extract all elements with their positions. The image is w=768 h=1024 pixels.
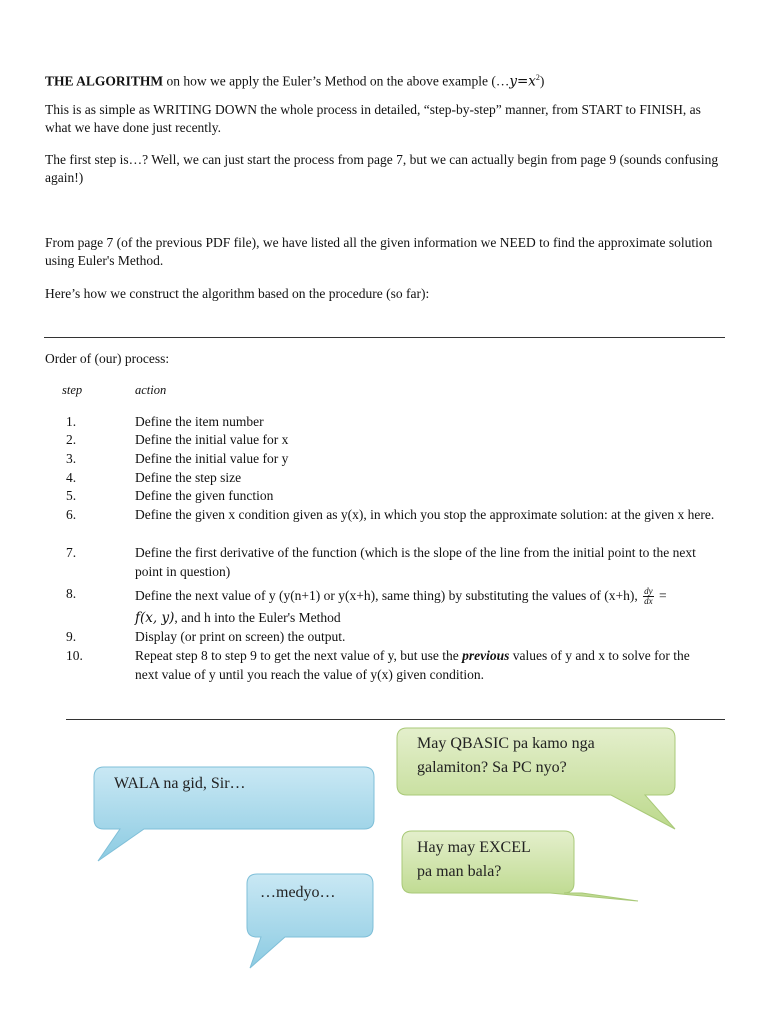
step-action: Display (or print on screen) the output. (135, 629, 346, 644)
step-action-text: Define the next value of y (y(n+1) or y(x+h), same thing) by substituting the values of (x+h), (135, 588, 642, 603)
title-bold: THE ALGORITHM (45, 73, 164, 89)
function-expression: f(x, y) (135, 610, 175, 626)
bubble-text: …medyo… (260, 884, 336, 901)
intro-paragraph-3: From page 7 (of the previous PDF file), we have listed all the given information we NEED to find the approximate solution using Euler's Method. (45, 235, 713, 268)
intro-paragraph-1: This is as simple as WRITING DOWN the whole process in detailed, “step-by-step” manner, from START to FINISH, as what we have done just recently. (45, 102, 701, 135)
fraction-denominator: dx (644, 596, 653, 607)
step-action-text-end: values of y and x to solve for the next value of y until you reach the value of y(x) given condition. (135, 648, 690, 682)
step-number: 5. (66, 488, 77, 503)
step-action-text-end: , and h into the Euler's Method (174, 610, 341, 625)
speech-bubble-blue-2 (247, 873, 377, 973)
step-column-header: step (62, 383, 83, 397)
step-number: 10. (66, 648, 83, 663)
title-text: on how we apply the Euler’s Method on the above example (… (163, 73, 510, 89)
speech-bubble-green-2 (402, 830, 642, 910)
bottom-divider (66, 719, 725, 720)
step-action: Define the step size (135, 470, 242, 485)
process-heading: Order of (our) process: (45, 351, 170, 366)
intro-paragraph-4: Here’s how we construct the algorithm based on the procedure (so far): (45, 286, 430, 301)
bubble-text-line-2: galamiton? Sa PC nyo? (417, 759, 567, 776)
step-action: Define the initial value for y (135, 451, 289, 466)
step-number: 4. (66, 470, 77, 485)
title-exponent: 2 (535, 73, 540, 82)
speech-bubble-green-1 (397, 725, 697, 835)
bubble-text-line-2: pa man bala? (417, 863, 502, 880)
fraction-numerator: dy (644, 586, 653, 597)
step-action: Define the initial value for x (135, 432, 289, 447)
step-number: 6. (66, 507, 77, 522)
top-divider (44, 337, 725, 338)
bubble-text-line-1: Hay may EXCEL (417, 839, 531, 856)
title-equation: y=x (509, 73, 536, 90)
algorithm-title (45, 69, 725, 91)
step-action-text: Repeat step 8 to step 9 to get the next value of y, but use the (135, 648, 463, 663)
intro-paragraph-2: The first step is…? Well, we can just start the process from page 7, but we can actually begin from page 9 (sounds confusing again!) (45, 152, 719, 185)
emphasis-previous: previous (462, 648, 510, 663)
derivative-fraction (643, 587, 654, 606)
step-action: Define the given function (135, 488, 274, 503)
equals-sign: = (655, 588, 667, 603)
speech-bubble-blue-1 (94, 765, 384, 865)
step-action (135, 647, 715, 684)
step-action: Define the first derivative of the function (which is the slope of the line from the initial point to the next point in question) (135, 545, 696, 579)
step-number: 8. (66, 586, 77, 601)
step-number: 2. (66, 432, 77, 447)
step-number: 1. (66, 414, 77, 429)
step-number: 9. (66, 629, 77, 644)
bubble-text: WALA na gid, Sir… (114, 775, 246, 792)
step-action: Define the item number (135, 414, 264, 429)
step-action (135, 585, 715, 629)
step-action: Define the given x condition given as y(x), in which you stop the approximate solution: at the given x here. (135, 507, 715, 522)
action-column-header: action (135, 383, 167, 397)
step-number: 3. (66, 451, 77, 466)
title-close: ) (539, 73, 545, 89)
bubble-text-line-1: May QBASIC pa kamo nga (417, 735, 595, 752)
step-number: 7. (66, 545, 77, 560)
